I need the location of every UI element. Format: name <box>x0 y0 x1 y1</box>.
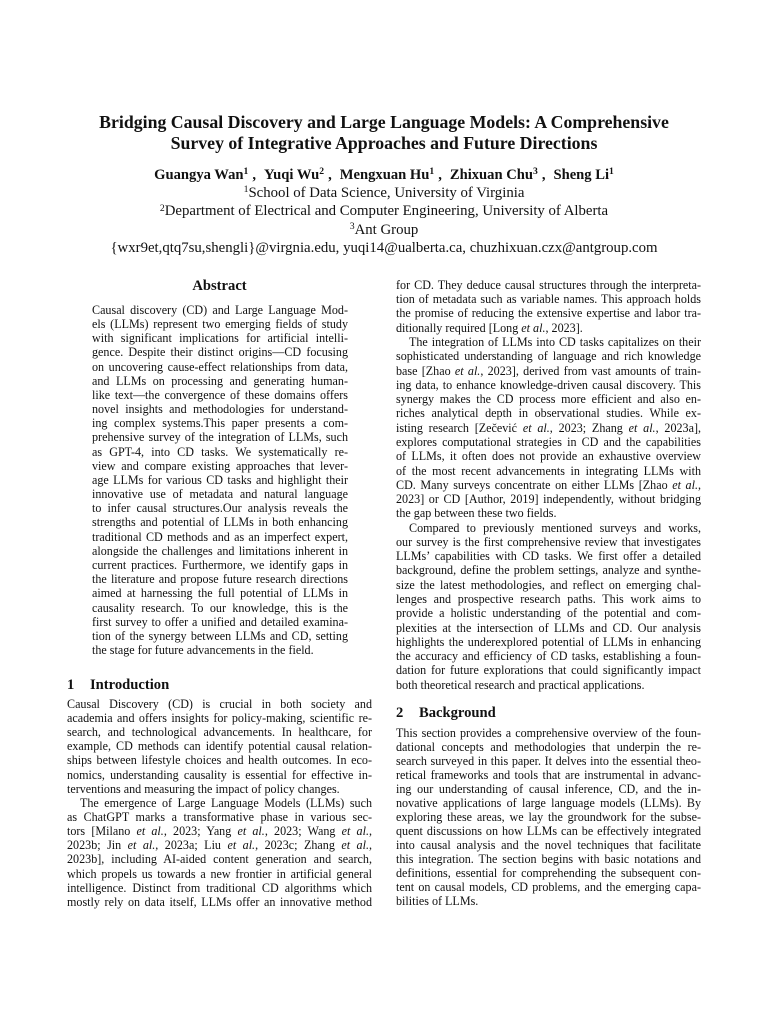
section-title: Background <box>419 704 496 721</box>
introduction-line: lenges and prospective research paths. This work aims to <box>396 592 701 607</box>
abstract-line: alongside the challenges and limitations inherent in <box>92 543 348 558</box>
introduction-line: LLMs’ capabilities with CD tasks. We first offer a detailed <box>396 549 701 564</box>
section-heading-background <box>396 705 701 722</box>
introduction-line: intelligence. Distinct from traditional CD algorithms which <box>67 880 372 895</box>
introduction-line: mostly rely on data itself, LLMs offer an innovative method <box>67 894 372 909</box>
introduction-line: tion of metadata such as variable names. This approach holds <box>396 292 701 307</box>
abstract-line: age LLMs for various CD tasks and highlight their <box>92 472 348 487</box>
author <box>264 166 324 184</box>
author <box>450 166 538 184</box>
introduction-line: plexities at the intersection of LLMs and CD. Our analysis <box>396 620 701 635</box>
abstract-line: the literature and propose future research directions <box>92 572 348 587</box>
introduction-line: 2023b], including AI-aided content generation and search, <box>67 852 372 867</box>
author-name: Guangya Wan <box>154 167 244 183</box>
abstract-line: causality research. To our knowledge, this is the <box>92 600 348 615</box>
abstract-line: view and compare existing approaches that lever- <box>92 458 348 473</box>
abstract-line: ing complex systems.This paper presents a com- <box>92 416 348 431</box>
background-line: bilities of LLMs. <box>396 894 479 908</box>
abstract-body <box>92 303 348 657</box>
background-line: dational concepts and methodologies that underpin the re- <box>396 740 701 754</box>
affiliation-text: Ant Group <box>354 221 419 238</box>
affiliation-mark: 3 <box>533 166 538 178</box>
paragraph <box>396 278 701 335</box>
affiliation-block <box>0 184 768 257</box>
section-heading-introduction <box>67 677 372 694</box>
abstract-line: like text—the convergence of these domains offers <box>92 387 348 402</box>
background-line: search surveyed in this paper. It delves into the essential theo- <box>396 754 701 768</box>
introduction-line: the accuracy and efficiency of CD tasks, establishing a foun- <box>396 649 701 664</box>
background-line: novative applications of large language models (LLMs). By <box>396 796 701 810</box>
introduction-line: explores computational strategies in CD and the capabilities <box>396 434 701 449</box>
introduction-line: background, define the problem settings, analyze and synthe- <box>396 563 701 578</box>
abstract-line: Causal discovery (CD) and Large Language Mod- <box>92 302 348 317</box>
title-line: Survey of Integrative Approaches and Future Directions <box>170 132 598 153</box>
author-name: Zhixuan Chu <box>449 167 533 183</box>
background-line: this integration. The section begins with basic notations and <box>396 852 701 866</box>
introduction-line: both theoretical research and practical applications. <box>396 677 645 692</box>
background-line: exploring these areas, we lay the groundwork for the subse- <box>396 810 701 824</box>
background-body <box>396 726 701 908</box>
abstract-line: to infer causal structures.Our analysis reveals the <box>92 501 348 516</box>
paper-title <box>0 112 768 154</box>
author-name: Yuqi Wu <box>263 167 320 183</box>
abstract-line: first survey to offer a unified and detailed examina- <box>92 614 348 629</box>
introduction-body-right <box>396 278 701 692</box>
background-line: definitions, essential for comprehending the subsequent con- <box>396 866 701 880</box>
paragraph <box>396 726 701 908</box>
introduction-line: our survey is the first comprehensive review that investigates <box>396 534 701 549</box>
introduction-line: for CD. They deduce causal structures through the interpreta- <box>396 277 701 292</box>
introduction-line: sophisticated understanding of language and rich knowledge <box>396 349 701 364</box>
affiliation-mark: 1 <box>243 166 249 178</box>
introduction-line: nomics, understanding causality is essential for effective in- <box>67 767 372 782</box>
affiliation <box>0 221 768 239</box>
abstract-line: strengths and potential of LLMs in both enhancing <box>92 515 348 530</box>
introduction-line: of the most recent advancements in integrating LLMs with <box>396 463 701 478</box>
background-line: tent on causal models, CD problems, and the emerging capa- <box>396 880 701 894</box>
author <box>154 166 248 184</box>
section-number: 1 <box>67 676 75 693</box>
introduction-line: which propels us towards a new frontier in artificial general <box>67 866 372 881</box>
introduction-line: ships between lifestyle choices and health outcomes. In eco- <box>67 753 372 768</box>
background-line: into causal analysis and the novel techniques that facilitate <box>396 838 701 852</box>
affiliation <box>0 184 768 202</box>
introduction-line: The emergence of Large Language Models (LLMs) such <box>80 795 372 810</box>
abstract-line: prehensive survey of the integration of LLMs, such <box>92 430 348 445</box>
background-line: quent discussions on how LLMs can be effectively integrated <box>396 824 701 838</box>
introduction-line: dation for future explorations that could significantly impact <box>396 663 701 678</box>
introduction-line: riches analytical depth in observational studies. While ex- <box>396 406 701 421</box>
author-name: Sheng Li <box>553 167 610 183</box>
author-list <box>0 166 768 184</box>
introduction-line: isting research [Zečević et al., 2023; Zhang et al., 2023a], <box>396 420 701 435</box>
introduction-line: The integration of LLMs into CD tasks capitalizes on their <box>409 334 701 349</box>
introduction-body-left <box>67 697 372 909</box>
abstract-line: tion of the synergy between LLMs and CD, setting <box>92 628 348 643</box>
abstract-line: and LLMs on processing and generating human- <box>92 373 348 388</box>
background-line: ing our understanding of causal inference, CD, and the in- <box>396 782 701 796</box>
introduction-line: Causal Discovery (CD) is crucial in both society and <box>67 696 372 711</box>
author <box>553 166 613 184</box>
introduction-line: terventions and measuring the impact of policy changes. <box>67 781 340 796</box>
introduction-line: highlights the underexplored potential of LLMs in enhancing <box>396 634 701 649</box>
background-line: This section provides a comprehensive overview of the foun- <box>396 726 701 740</box>
introduction-line: tors [Milano et al., 2023; Yang et al., 2023; Wang et al., <box>67 824 372 839</box>
introduction-line: 2023b; Jin et al., 2023a; Liu et al., 2023c; Zhang et al., <box>67 838 373 853</box>
affiliation-mark: 1 <box>243 184 249 196</box>
author-separator: , <box>541 167 546 183</box>
introduction-line: provide a holistic understanding of the potential and com- <box>396 606 701 621</box>
paragraph <box>396 521 701 692</box>
paragraph <box>67 796 372 909</box>
background-line: retical frameworks and tools that are instrumental in advanc- <box>396 768 701 782</box>
abstract-line: innovative use of metadata and natural language <box>92 487 348 502</box>
affiliation-mark: 2 <box>159 202 165 214</box>
affiliation-mark: 1 <box>609 166 614 178</box>
abstract-line: current practices. Furthermore, we identify gaps in <box>92 557 348 572</box>
introduction-line: search, and technological advancements. In healthcare, for <box>67 725 372 740</box>
introduction-line: size the latest methodologies, and reflect on emerging chal- <box>396 577 701 592</box>
section-number: 2 <box>396 704 404 721</box>
affiliation-text: School of Data Science, University of Virginia <box>248 185 525 201</box>
abstract-line: els (LLMs) represent two emerging fields of study <box>92 317 348 332</box>
introduction-line: ing data, to enhance knowledge-driven causal discovery. This <box>396 377 701 392</box>
author <box>340 166 434 184</box>
abstract-line: the stage for future advancements in the field. <box>92 643 314 658</box>
paragraph <box>396 335 701 521</box>
author-name: Mengxuan Hu <box>339 167 430 183</box>
introduction-line: of LLMs, it often does not provide an exhaustive overview <box>396 449 701 464</box>
affiliation <box>0 202 768 220</box>
author-separator: , <box>438 167 442 183</box>
introduction-line: ditionally required [Long et al., 2023]. <box>396 320 583 335</box>
abstract-line: on uncovering cause-effect relationships from data, <box>92 359 348 374</box>
introduction-line: 2023] or CD [Author, 2019] independently, without bridging <box>396 492 701 507</box>
title-line: Bridging Causal Discovery and Large Language Models: A Comprehensive <box>99 111 669 132</box>
author-separator: , <box>328 167 332 183</box>
abstract-line: aimed at harnessing the full potential of LLMs in <box>92 586 348 601</box>
introduction-line: base [Zhao et al., 2023], derived from vast amounts of train- <box>396 363 701 378</box>
paragraph <box>67 697 372 796</box>
introduction-line: CD. Many surveys concentrate on either LLMs [Zhao et al., <box>396 477 702 492</box>
abstract-line: gence. Despite their distinct origins—CD focusing <box>92 345 348 360</box>
introduction-line: the promise of reducing the extensive expertise and labor tra- <box>396 306 701 321</box>
affiliation-mark: 2 <box>319 166 325 178</box>
abstract-line: as GPT-4, into CD tasks. We systematically re- <box>92 444 348 459</box>
introduction-line: Compared to previously mentioned surveys and works, <box>409 520 701 535</box>
abstract-heading: Abstract <box>192 277 247 294</box>
email-line: {wxr9et,qtq7su,shengli}@virgnia.edu, yuqi14@ualberta.ca, chuzhixuan.czx@antgroup.com <box>110 239 658 256</box>
abstract-line: with significant implications for artificial intelli- <box>92 331 348 346</box>
introduction-line: the gap between these two fields. <box>396 506 557 521</box>
paragraph <box>92 303 348 657</box>
introduction-line: as ChatGPT marks a transformative phase in various sec- <box>67 810 372 825</box>
introduction-line: academia and offers insights for policy-making, scientific re- <box>67 711 372 726</box>
section-title: Introduction <box>90 676 170 693</box>
affiliation-mark: 1 <box>429 166 435 178</box>
introduction-line: example, CD methods can identify potential causal relation- <box>67 739 372 754</box>
affiliation-mark: 3 <box>349 220 355 232</box>
author-separator: , <box>252 167 256 183</box>
abstract-line: traditional CD methods and as an imperfect expert, <box>92 529 348 544</box>
introduction-line: synergy makes the CD process more efficient and also en- <box>396 392 701 407</box>
abstract-line: novel insights and methodologies for understand- <box>92 402 348 417</box>
affiliation-text: Department of Electrical and Computer Engineering, University of Alberta <box>164 203 609 220</box>
